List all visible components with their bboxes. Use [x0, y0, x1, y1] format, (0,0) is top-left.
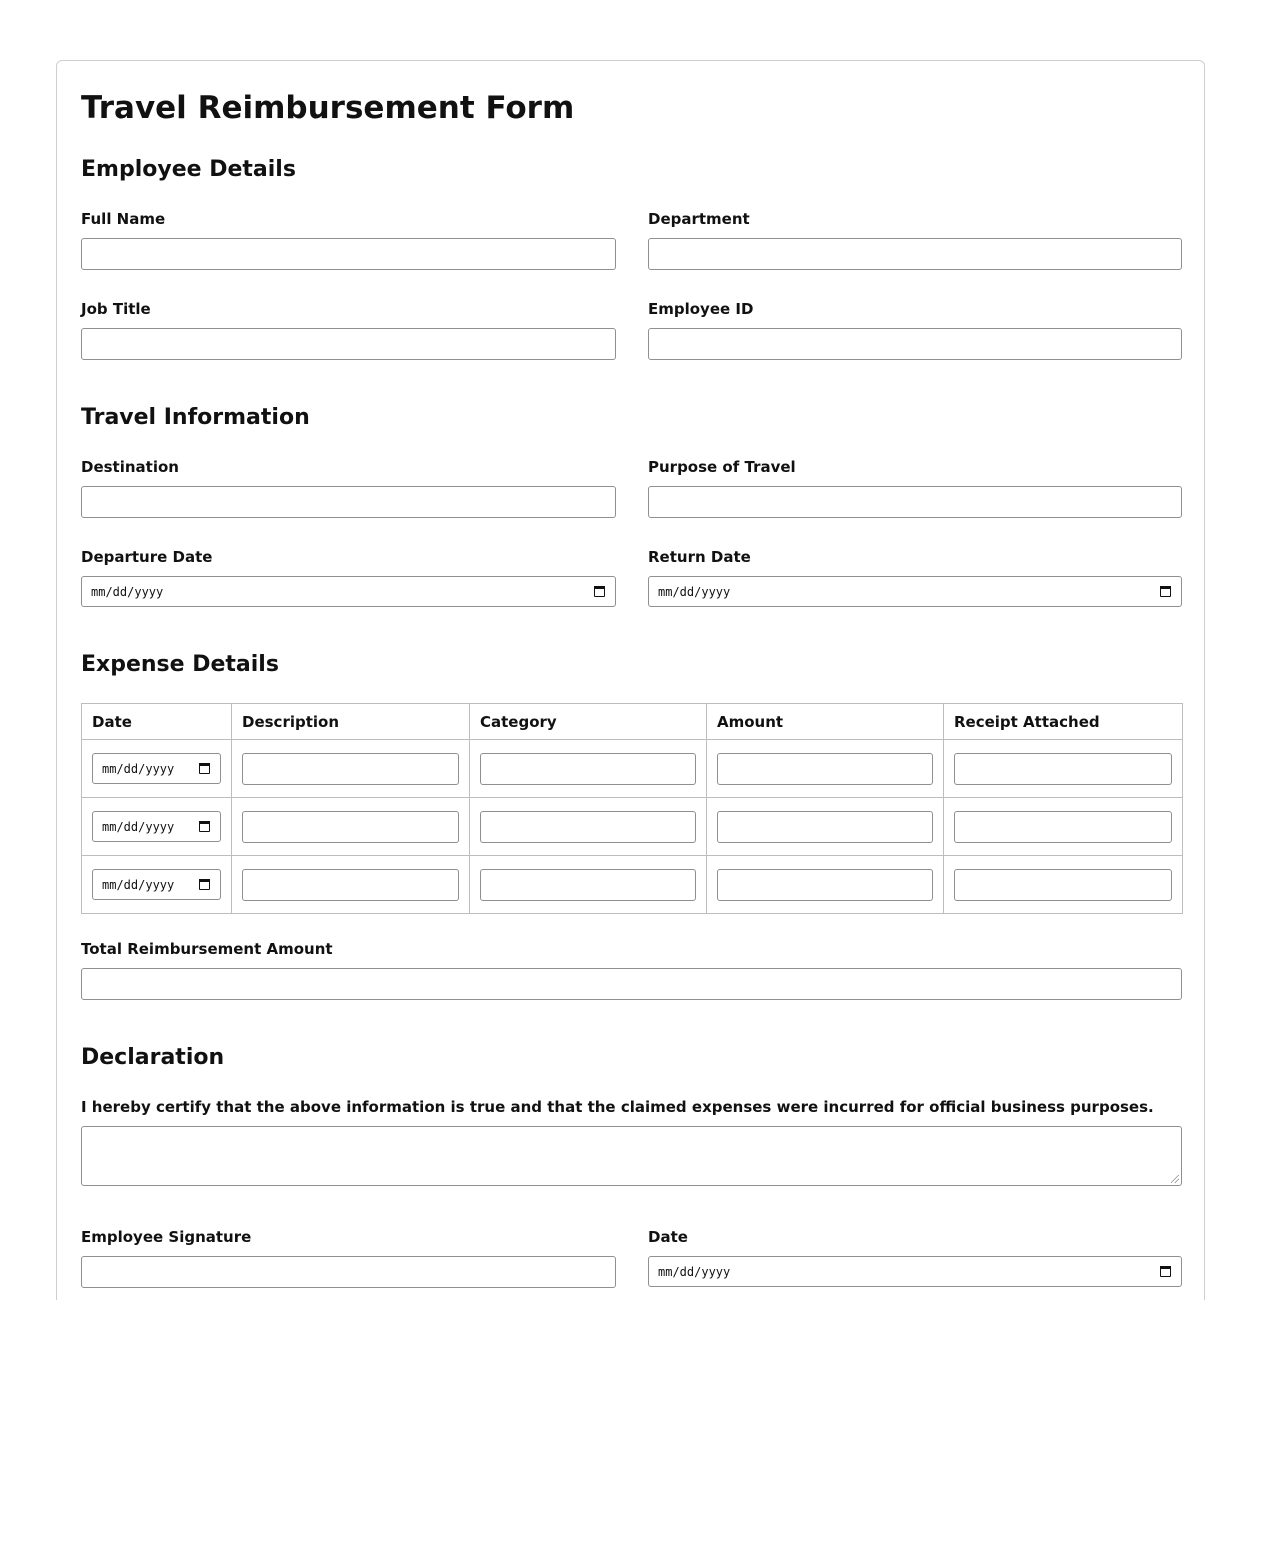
expense-description-input[interactable] [242, 753, 459, 785]
calendar-icon[interactable] [199, 763, 210, 774]
expense-table [81, 703, 1183, 914]
department-label: Department [648, 210, 750, 228]
department-input[interactable] [648, 238, 1182, 270]
resize-handle-icon[interactable] [1171, 1175, 1179, 1183]
expense-amount-input[interactable] [717, 753, 933, 785]
employee-id-label: Employee ID [648, 300, 754, 318]
job-title-label: Job Title [81, 300, 151, 318]
cell-date [82, 740, 232, 798]
signature-date-input[interactable] [648, 1256, 1182, 1287]
return-date-input[interactable] [648, 576, 1182, 607]
expense-amount-input[interactable] [717, 869, 933, 901]
full-name-label: Full Name [81, 210, 166, 228]
column-header-receipt-attached: Receipt Attached [944, 704, 1183, 740]
expense-date-input[interactable] [92, 811, 221, 842]
cell-date [82, 798, 232, 856]
date-placeholder: mm/dd/yyyy [658, 584, 731, 599]
cell-receipt [944, 798, 1183, 856]
destination-label: Destination [81, 458, 179, 476]
signature-input[interactable] [81, 1256, 616, 1288]
column-header-date: Date [82, 704, 232, 740]
section-declaration: Declaration [81, 1045, 225, 1070]
table-row [82, 740, 1183, 798]
page-title: Travel Reimbursement Form [81, 90, 575, 126]
employee-id-input[interactable] [648, 328, 1182, 360]
table-header-row [82, 704, 1183, 740]
section-employee-details: Employee Details [81, 157, 296, 182]
date-placeholder: mm/dd/yyyy [102, 877, 175, 892]
cell-category [470, 740, 707, 798]
total-amount-input[interactable] [81, 968, 1182, 1000]
departure-date-label: Departure Date [81, 548, 213, 566]
calendar-icon[interactable] [594, 586, 605, 597]
signature-date-label: Date [648, 1228, 688, 1246]
return-date-label: Return Date [648, 548, 751, 566]
expense-receipt-input[interactable] [954, 753, 1172, 785]
date-placeholder: mm/dd/yyyy [658, 1264, 731, 1279]
expense-category-input[interactable] [480, 811, 696, 843]
expense-date-input[interactable] [92, 869, 221, 900]
calendar-icon[interactable] [199, 821, 210, 832]
expense-receipt-input[interactable] [954, 811, 1172, 843]
signature-label: Employee Signature [81, 1228, 252, 1246]
cell-amount [707, 798, 944, 856]
section-travel-information: Travel Information [81, 405, 310, 430]
departure-date-input[interactable] [81, 576, 616, 607]
calendar-icon[interactable] [199, 879, 210, 890]
cell-description [232, 798, 470, 856]
expense-description-input[interactable] [242, 869, 459, 901]
cell-receipt [944, 856, 1183, 914]
expense-amount-input[interactable] [717, 811, 933, 843]
cell-description [232, 856, 470, 914]
cell-amount [707, 856, 944, 914]
purpose-label: Purpose of Travel [648, 458, 796, 476]
column-header-amount: Amount [707, 704, 944, 740]
cell-amount [707, 740, 944, 798]
declaration-textarea[interactable] [81, 1126, 1182, 1186]
table-row [82, 856, 1183, 914]
column-header-category: Category [470, 704, 707, 740]
declaration-statement: I hereby certify that the above information is true and that the claimed expenses were incurred for official business purposes. [81, 1098, 1154, 1116]
date-placeholder: mm/dd/yyyy [102, 761, 175, 776]
destination-input[interactable] [81, 486, 616, 518]
cell-date [82, 856, 232, 914]
expense-date-input[interactable] [92, 753, 221, 784]
column-header-description: Description [232, 704, 470, 740]
job-title-input[interactable] [81, 328, 616, 360]
expense-receipt-input[interactable] [954, 869, 1172, 901]
expense-category-input[interactable] [480, 869, 696, 901]
cell-category [470, 856, 707, 914]
cell-category [470, 798, 707, 856]
purpose-input[interactable] [648, 486, 1182, 518]
date-placeholder: mm/dd/yyyy [102, 819, 175, 834]
cell-receipt [944, 740, 1183, 798]
total-label: Total Reimbursement Amount [81, 940, 333, 958]
table-row [82, 798, 1183, 856]
expense-category-input[interactable] [480, 753, 696, 785]
expense-description-input[interactable] [242, 811, 459, 843]
cell-description [232, 740, 470, 798]
section-expense-details: Expense Details [81, 652, 279, 677]
date-placeholder: mm/dd/yyyy [91, 584, 164, 599]
full-name-input[interactable] [81, 238, 616, 270]
calendar-icon[interactable] [1160, 586, 1171, 597]
calendar-icon[interactable] [1160, 1266, 1171, 1277]
